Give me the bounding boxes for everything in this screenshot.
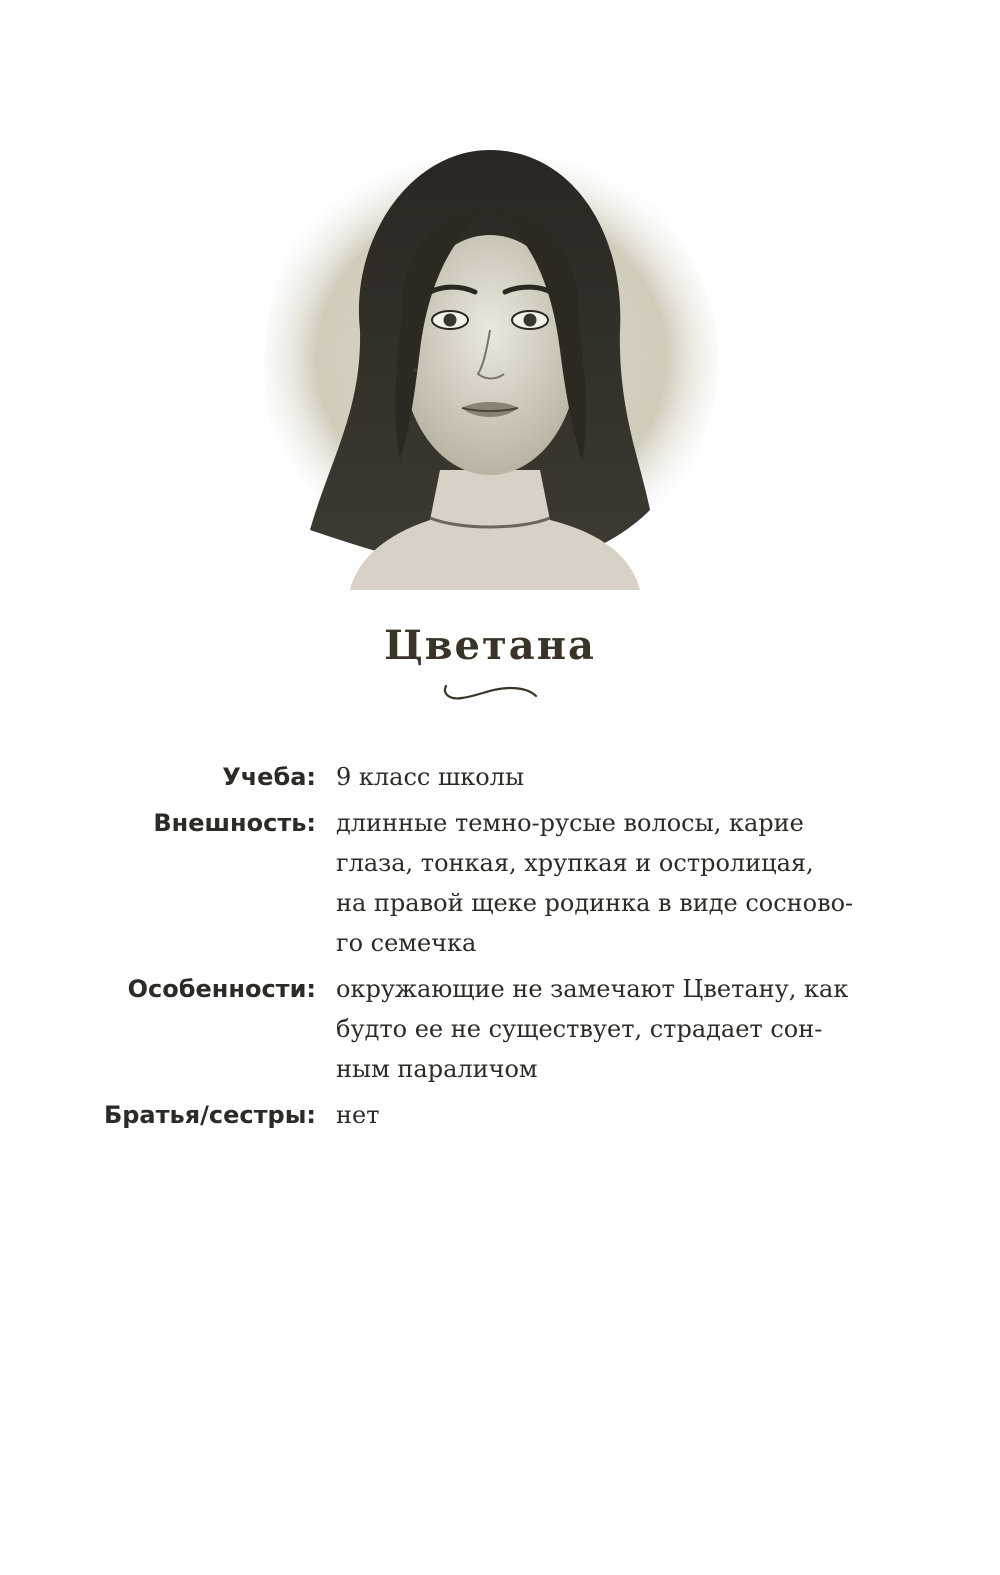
detail-value	[336, 757, 896, 797]
detail-row-siblings	[0, 1095, 1000, 1135]
detail-value	[336, 803, 896, 963]
detail-line: на правой щеке родинка в виде сосново-	[336, 889, 854, 917]
detail-label: Особенности:	[127, 975, 316, 1003]
detail-line: 9 класс школы	[336, 763, 525, 791]
detail-row-appearance	[0, 803, 1000, 963]
detail-value	[336, 1095, 896, 1135]
detail-label: Внешность:	[153, 809, 316, 837]
detail-label: Братья/сестры:	[103, 1101, 316, 1129]
detail-row-features	[0, 969, 1000, 1089]
detail-line: ным параличом	[336, 1055, 538, 1083]
character-name: Цветана	[384, 622, 596, 669]
detail-line: глаза, тонкая, хрупкая и остролицая,	[336, 849, 814, 877]
detail-row-study	[0, 757, 1000, 797]
detail-label: Учеба:	[222, 763, 316, 791]
character-details	[0, 757, 1000, 1141]
detail-line: окружающие не замечают Цветану, как	[336, 975, 849, 1003]
detail-line: го семечка	[336, 929, 477, 957]
detail-line: нет	[336, 1101, 380, 1129]
detail-value	[336, 969, 896, 1089]
detail-line: будто ее не существует, страдает сон-	[336, 1015, 823, 1043]
title-flourish	[440, 680, 540, 706]
detail-line: длинные темно-русые волосы, карие	[336, 809, 804, 837]
character-portrait	[250, 130, 730, 620]
